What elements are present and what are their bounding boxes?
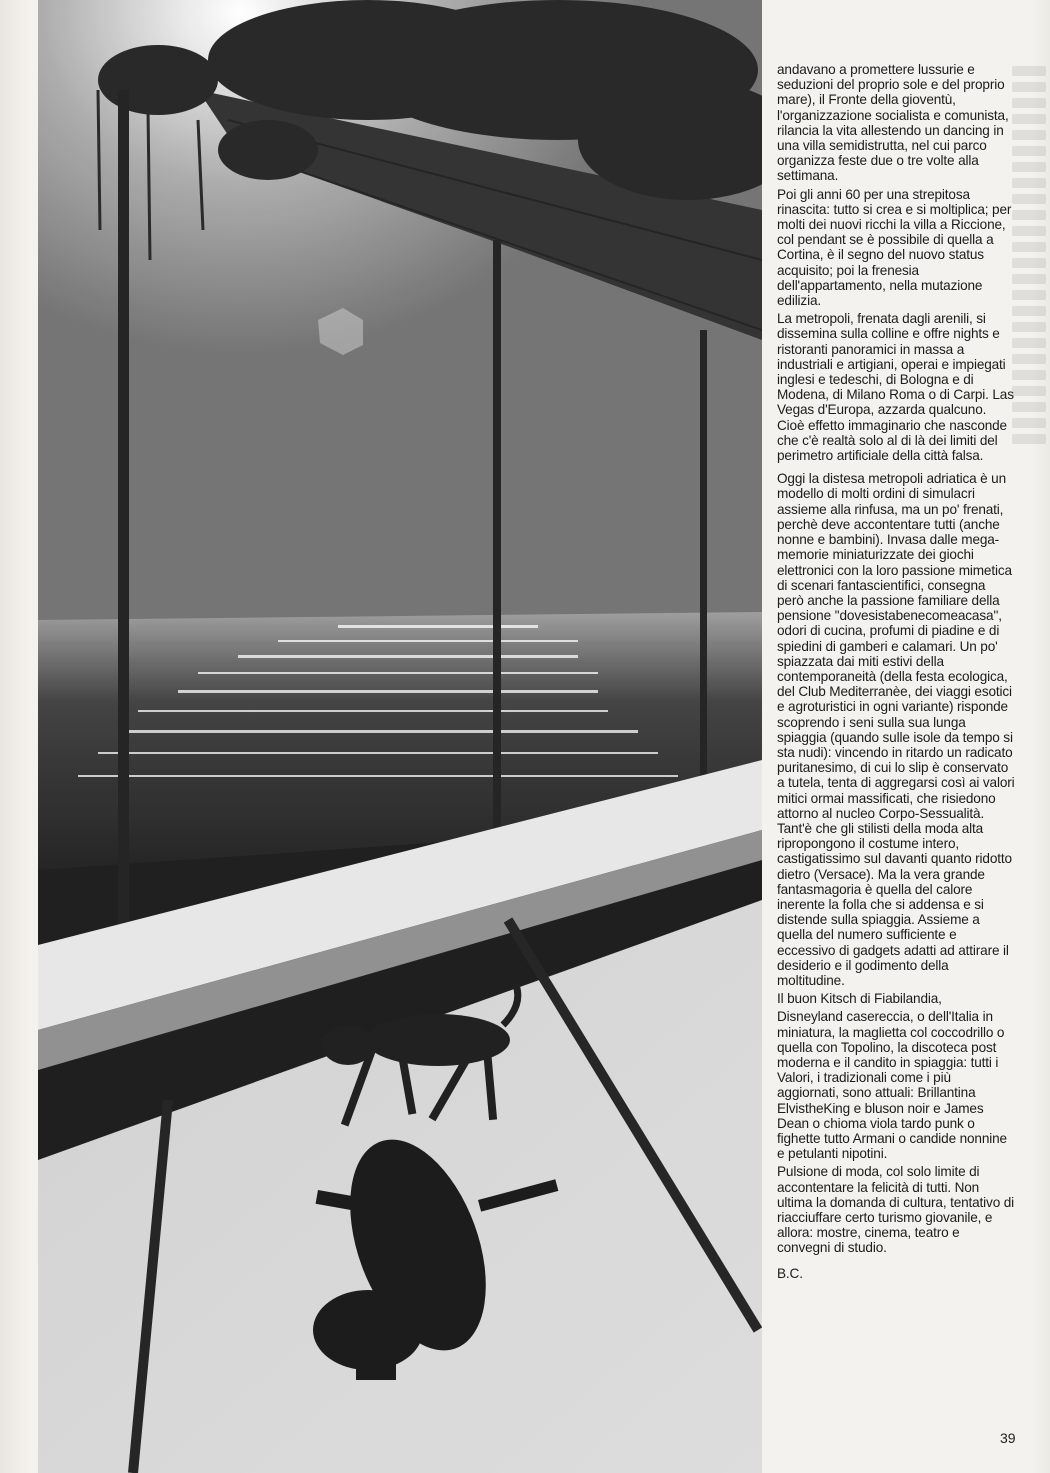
article-paragraph: La metropoli, frenata dagli arenili, si dissemina sulla colline e offre nights e ristoranti panoramici in massa a industriali e artigiani, operai e impiegati inglesi e tedeschi, di Bologna e di Modena, di Milano Roma o di Carpi. Las Vegas d'Europa, azzarda qualcuno. Cioè effetto immaginario che nasconde che c'è realtà solo al di là dei limiti del perimetro artificiale della città falsa. bbox=[777, 311, 1014, 464]
article-text-column bbox=[777, 62, 1015, 1284]
author-signature: B.C. bbox=[777, 1265, 803, 1281]
show-through-from-next-page bbox=[1012, 60, 1046, 1360]
article-paragraph: andavano a promettere lussurie e seduzioni del proprio sole e del proprio mare), il Fronte della gioventù, l'organizzazione socialista e comunista, rilancia la vita allestendo un dancing in una villa semidistrutta, nel cui parco organizza feste due o tre volte alla settimana. bbox=[777, 62, 1009, 184]
article-paragraph: Disneyland casereccia, o dell'Italia in miniatura, la maglietta col coccodrillo o quella con Topolino, la discoteca post moderna e il candito in spiaggia: tutti i Valori, i tradizionali come i più aggiornati, sono attuali: Brillantina ElvistheKing e bluson noir e James Dean o chioma viola tardo punk o fighette tutto Armani o candide nonnine e petulanti nipotini. bbox=[777, 1009, 1007, 1162]
article-paragraph: Poi gli anni 60 per una strepitosa rinascita: tutto si crea e si moltiplica; per molti dei nuovi ricchi la villa a Riccione, col pendant se è possibile di quella a Cortina, è il segno del nuovo status acquisito; poi la frenesia dell'appartamento, nella mutazione edilizia. bbox=[777, 186, 1012, 309]
article-paragraph: Il buon Kitsch di Fiabilandia, bbox=[777, 991, 942, 1007]
photograph-seaside-terrace-dog bbox=[38, 0, 762, 1473]
article-paragraph: Pulsione di moda, col solo limite di accontentare la felicità di tutti. Non ultima la domanda di cultura, tentativo di riacciuffare certo turismo giovanile, e allora: mostre, cinema, teatro e convegni di studio. bbox=[777, 1164, 1015, 1256]
article-paragraph: Oggi la distesa metropoli adriatica è un modello di molti ordini di simulacri assieme alla rinfusa, ma un po' frenati, perchè deve accontentare tutti (anche nonne e bambini). Invasa dalle mega-memorie miniaturizzate dei giochi elettronici con la loro passione mimetica di scenari fantascientifici, consegna però anche la passione familiare della pensione ''dovesistabenecomeacasa'', odori di cucina, profumi di piadine e di spiedini di gamberi e calamari. Un po' spiazzata dai miti estivi della contemporaneità (della festa ecologica, del Club Mediterranèe, dei viaggi esotici e agroturistici in ogni variante) risponde scoprendo i seni sulla sua lunga spiaggia (quando sulle isole da tempo si sta nudi): vincendo in ritardo un radicato puritanesimo, di cui lo slip è conservato a tutela, tenta di aggregarsi così ai valori mitici ormai massificati, che risiedono attorno al nucleo Corpo-Sessualità. Tant'è che gli stilisti della moda alta ripropongono il costume intero, castigatissimo sul davanti quanto ridotto dietro (Versace). Ma la vera grande fantasmagoria è quella del calore inerente la folla che si addensa e si distende sulla spiaggia. Assieme a quella del numero sufficiente e eccessivo di gadgets adatti ad attirare il desiderio e il godimento della moltitudine. bbox=[777, 471, 1015, 988]
page-number: 39 bbox=[1000, 1430, 1016, 1446]
